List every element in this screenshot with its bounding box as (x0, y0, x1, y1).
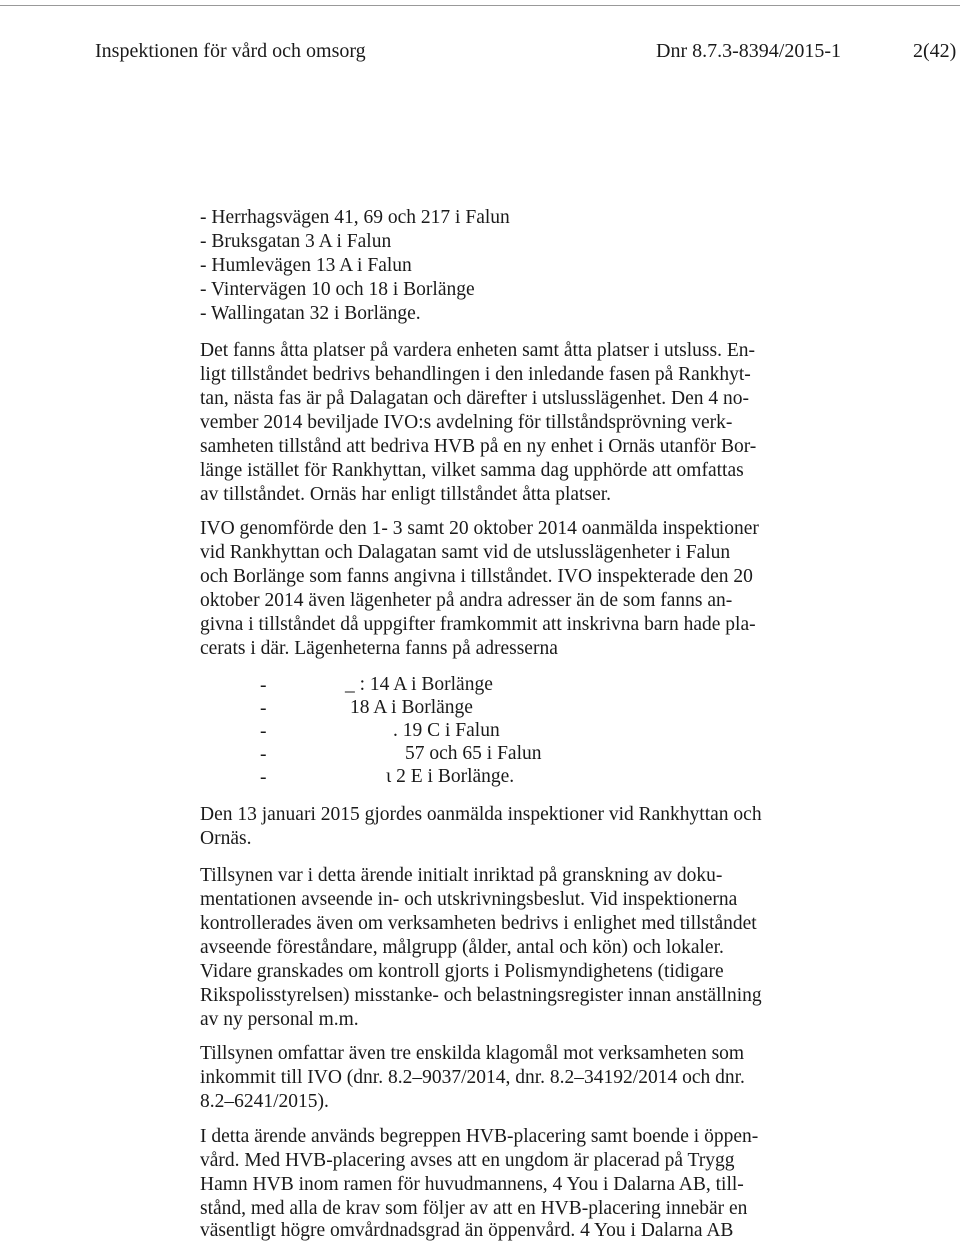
redacted-list-dash: - (260, 721, 267, 742)
paragraph-2-line: givna i tillståndet då uppgifter framkommit att inskrivna barn hade pla- (200, 614, 756, 635)
paragraph-3-line: Den 13 januari 2015 gjordes oanmälda inspektioner vid Rankhyttan och (200, 804, 762, 825)
top-rule (0, 5, 960, 6)
paragraph-5-line: inkommit till IVO (dnr. 8.2–9037/2014, dnr. 8.2–34192/2014 och dnr. (200, 1067, 745, 1088)
paragraph-2-line: vid Rankhyttan och Dalagatan samt vid de utslusslägenheter i Falun (200, 542, 731, 563)
paragraph-4-line: Tillsynen var i detta ärende initialt inriktad på granskning av doku- (200, 865, 723, 886)
paragraph-4-line: Rikspolisstyrelsen) misstanke- och belastningsregister innan anställning (200, 985, 762, 1006)
paragraph-4-line: kontrollerades även om verksamheten bedrivs i enlighet med tillståndet (200, 913, 757, 934)
paragraph-1-line: länge istället för Rankhyttan, vilket samma dag upphörde att omfattas (200, 460, 744, 481)
paragraph-1-line: samheten tillstånd att bedriva HVB på en ny enhet i Ornäs utanför Bor- (200, 436, 757, 457)
redacted-list-dash: - (260, 698, 267, 719)
paragraph-6-line: I detta ärende används begreppen HVB-placering samt boende i öppen- (200, 1126, 759, 1147)
paragraph-2-line: oktober 2014 även lägenheter på andra adresser än de som fanns an- (200, 590, 733, 611)
paragraph-6-line: väsentligt högre omvårdnadsgrad än öppenvård. 4 You i Dalarna AB (200, 1220, 734, 1241)
paragraph-3-line: Ornäs. (200, 828, 252, 849)
paragraph-1-line: Det fanns åtta platser på vardera enheten samt åtta platser i utsluss. En- (200, 340, 756, 361)
redacted-list-dash: - (260, 675, 267, 696)
redacted-list-dash: - (260, 767, 267, 788)
paragraph-5-line: 8.2–6241/2015). (200, 1091, 329, 1112)
redacted-list-item: 18 A i Borlänge (350, 697, 473, 718)
paragraph-4-line: avseende föreståndare, målgrupp (ålder, antal och kön) och lokaler. (200, 937, 724, 958)
paragraph-2-line: IVO genomförde den 1- 3 samt 20 oktober 2014 oanmälda inspektioner (200, 518, 759, 539)
redacted-list-dash: - (260, 744, 267, 765)
paragraph-4-line: mentationen avseende in- och utskrivningsbeslut. Vid inspektionerna (200, 889, 738, 910)
paragraph-2-line: cerats i där. Lägenheterna fanns på adresserna (200, 638, 558, 659)
address-list-item: - Bruksgatan 3 A i Falun (200, 231, 392, 252)
paragraph-1-line: av tillståndet. Ornäs har enligt tillståndet åtta platser. (200, 484, 612, 505)
redacted-list-item: 57 och 65 i Falun (405, 743, 542, 764)
paragraph-4-line: av ny personal m.m. (200, 1009, 359, 1030)
paragraph-6-line: Hamn HVB inom ramen för huvudmannens, 4 You i Dalarna AB, till- (200, 1174, 744, 1195)
paragraph-4-line: Vidare granskades om kontroll gjorts i Polismyndighetens (tidigare (200, 961, 724, 982)
redacted-list-item: _ : 14 A i Borlänge (345, 674, 493, 695)
header-organization: Inspektionen för vård och omsorg (95, 40, 366, 62)
header-reference-number: Dnr 8.7.3-8394/2015-1 (656, 40, 841, 62)
address-list-item: - Herrhagsvägen 41, 69 och 217 i Falun (200, 207, 510, 228)
paragraph-1-line: vember 2014 beviljade IVO:s avdelning för tillståndsprövning verk- (200, 412, 733, 433)
paragraph-6-line: vård. Med HVB-placering avses att en ungdom är placerad på Trygg (200, 1150, 735, 1171)
address-list-item: - Wallingatan 32 i Borlänge. (200, 303, 421, 324)
redacted-list-item: ι 2 E i Borlänge. (386, 766, 515, 787)
paragraph-5-line: Tillsynen omfattar även tre enskilda klagomål mot verksamheten som (200, 1043, 745, 1064)
paragraph-2-line: och Borlänge som fanns angivna i tillståndet. IVO inspekterade den 20 (200, 566, 753, 587)
header-page-number: 2(42) (913, 40, 957, 62)
paragraph-1-line: ligt tillståndet bedrivs behandlingen i den inledande fasen på Rankhyt- (200, 364, 751, 385)
address-list-item: - Humlevägen 13 A i Falun (200, 255, 412, 276)
paragraph-6-line: stånd, med alla de krav som följer av att en HVB-placering innebär en (200, 1198, 748, 1219)
paragraph-1-line: tan, nästa fas är på Dalagatan och därefter i utslusslägenhet. Den 4 no- (200, 388, 750, 409)
redacted-list-item: . 19 C i Falun (393, 720, 500, 741)
address-list-item: - Vintervägen 10 och 18 i Borlänge (200, 279, 475, 300)
